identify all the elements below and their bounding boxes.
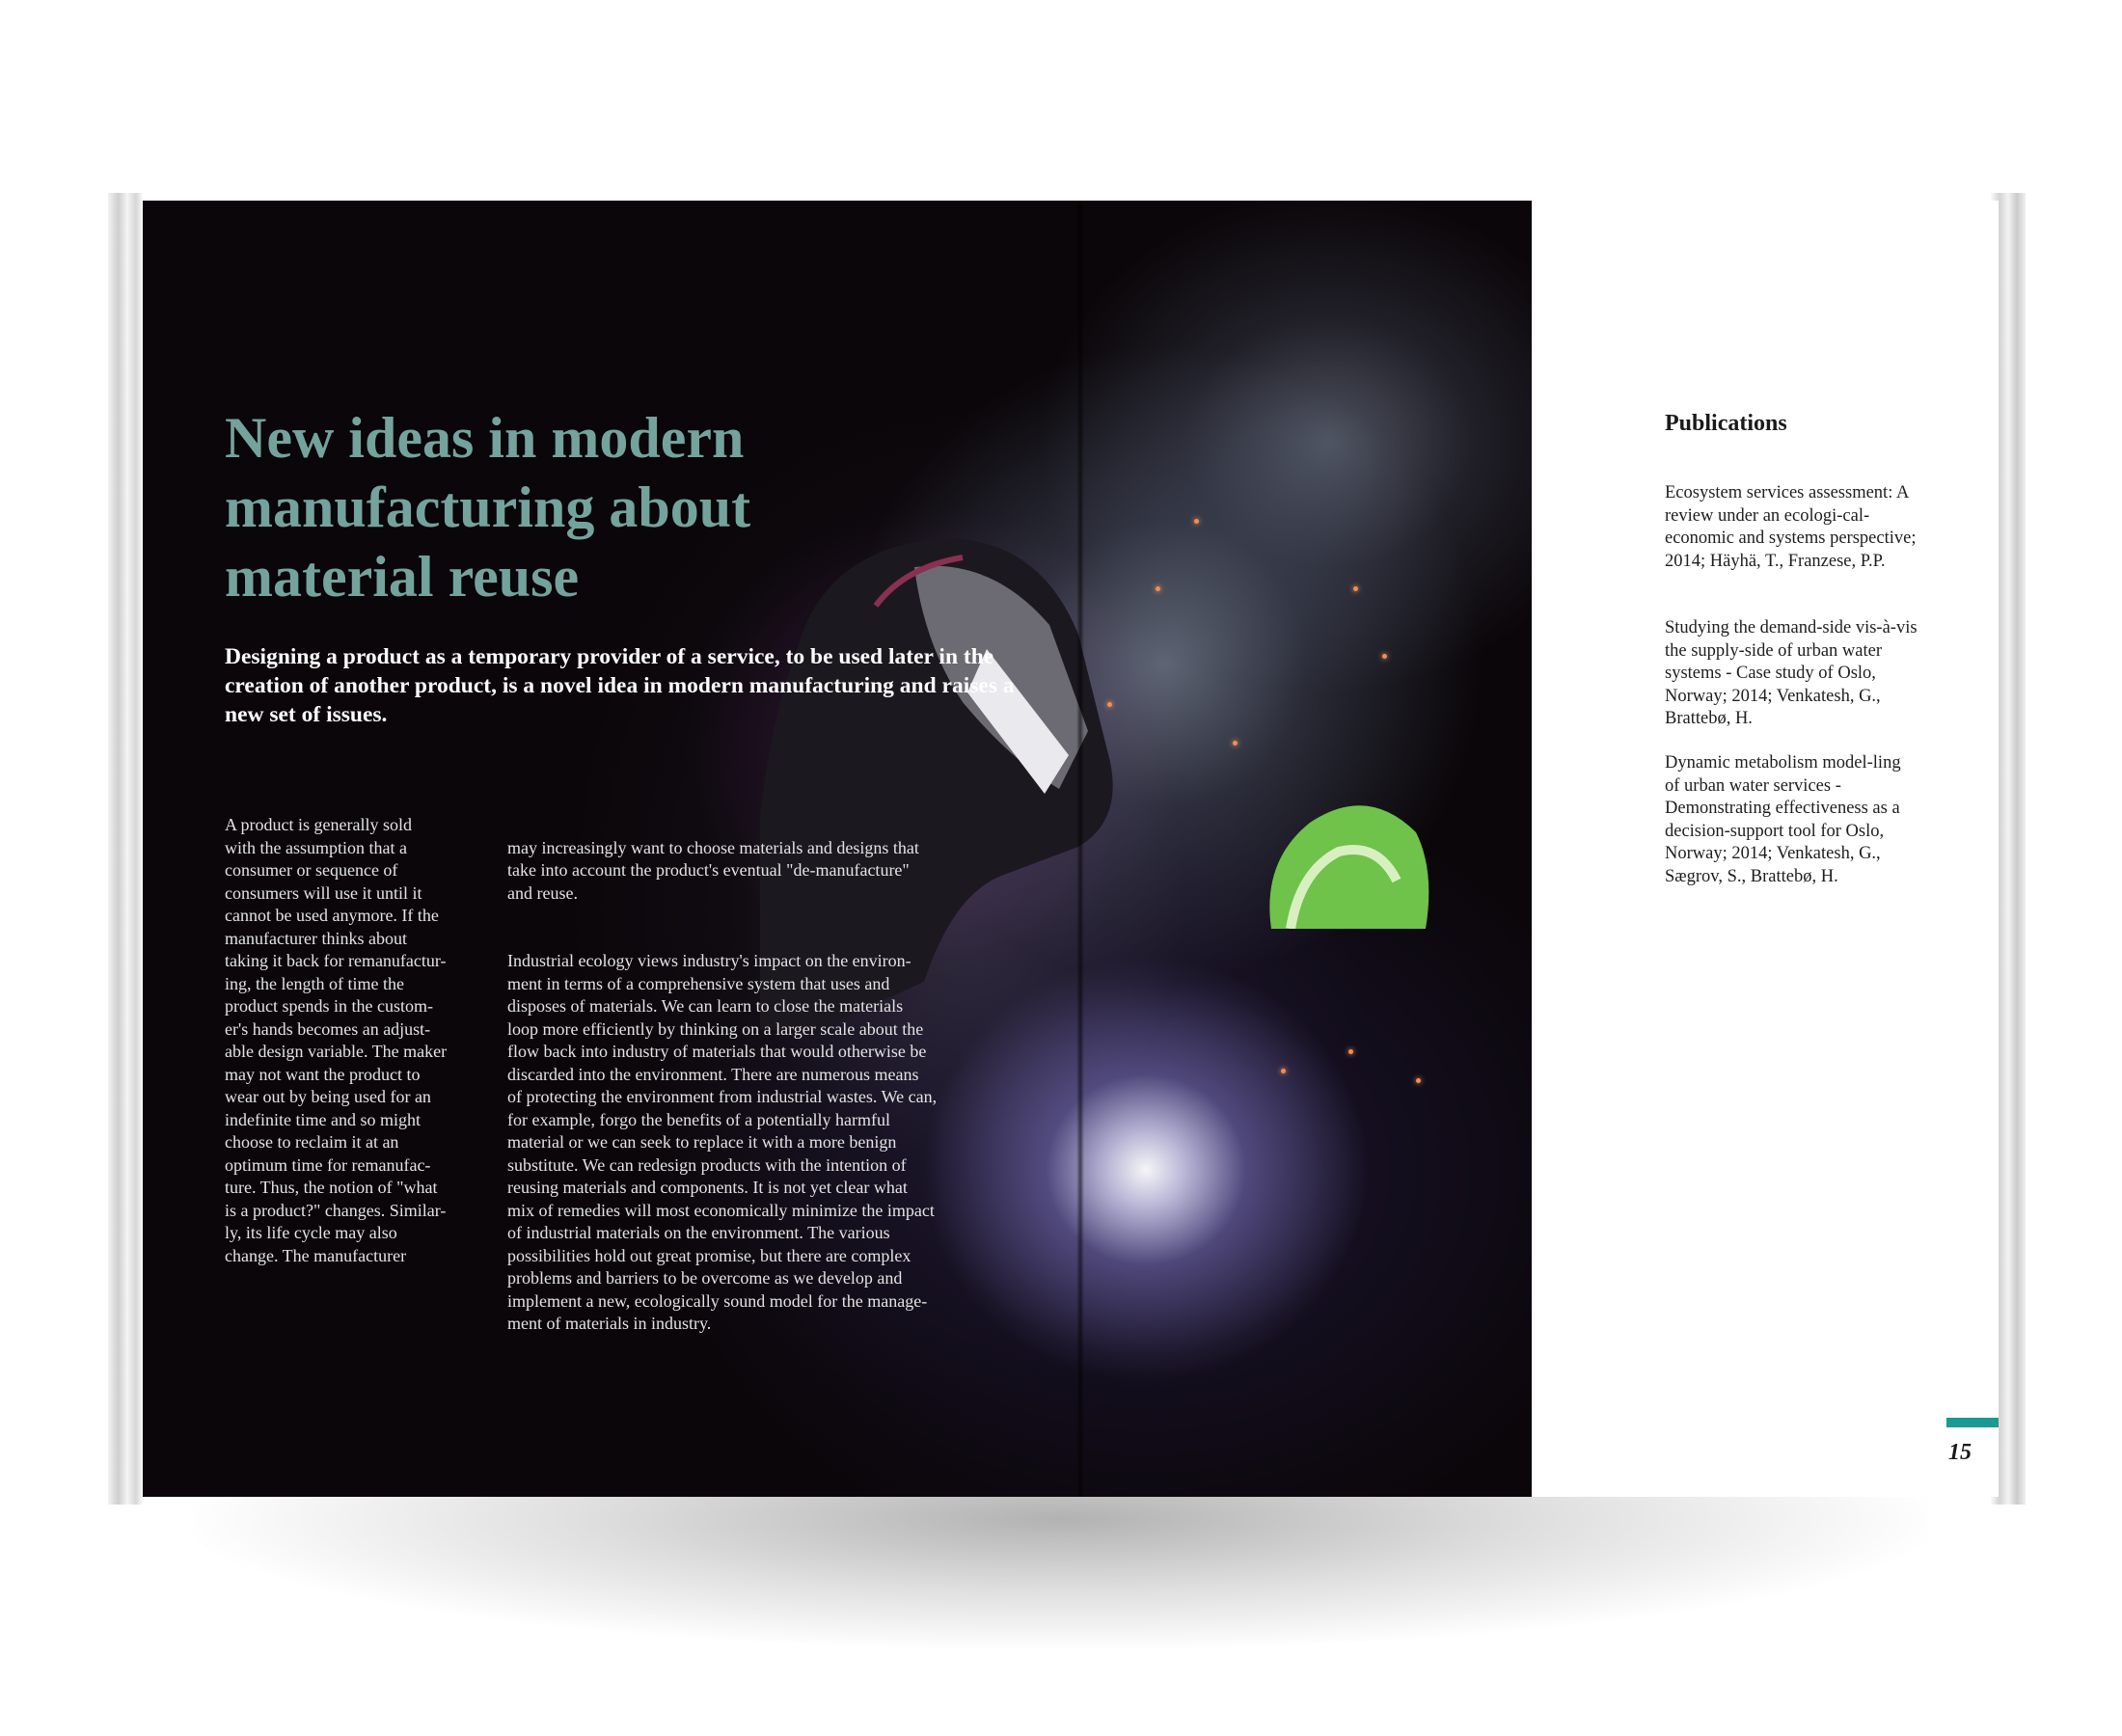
- book-shadow: [193, 1476, 1929, 1649]
- publication-item: Ecosystem services assessment: A review under an ecologi-cal-economic and systems perspective; 2014; Häyhä, T., Franzese, P.P.: [1665, 483, 1917, 571]
- body-paragraph: Industrial ecology views industry's impact on the environ- ment in terms of a comprehensive system that uses and disposes of materials. We can learn to close the materials loop more efficiently by thinking on a larger scale about the flow back into industry of materials that would otherwise be discarded into the environment. There are numerous means of protecting the environment from industrial wastes. We can, for example, forgo the benefits of a potentially harmful material or we can seek to replace it with a more benign substitute. We can redesign products with the intention of reusing materials and components. It is not yet clear what mix of remedies will most economically minimize the impact of industrial materials on the environment. The various possibilities hold out great promise, but there are complex problems and barriers to be overcome as we develop and implement a new, ecologically sound model for the manage- ment of materials in industry.: [507, 951, 938, 1333]
- welder-glove-illustration: [1252, 784, 1435, 929]
- publication-item: Studying the demand-side vis-à-vis the supply-side of urban water systems - Case study of Oslo, Norway; 2014; Venkatesh, G., Brattebø, H.: [1665, 618, 1918, 728]
- spark: [1107, 702, 1112, 707]
- right-page: [1532, 201, 1999, 1497]
- body-column-2: [507, 814, 1019, 1358]
- publications-heading: Publications: [1665, 411, 1787, 436]
- page-number: 15: [1948, 1440, 1972, 1465]
- spark: [1382, 654, 1387, 659]
- spark: [1348, 1049, 1353, 1054]
- spark: [1233, 741, 1238, 746]
- magazine-spread: [143, 201, 1999, 1497]
- spark: [1194, 519, 1199, 524]
- article-lede: Designing a product as a temporary provider of a service, to be used later in the creation of another product, is a novel idea in modern manufacturing and raises a new set of issues.: [225, 644, 1015, 727]
- left-page-edges: [108, 193, 143, 1505]
- article-headline: New ideas in modern manufacturing about material reuse: [225, 406, 751, 609]
- spark: [1416, 1078, 1421, 1083]
- body-column-1: A product is generally sold with the assumption that a consumer or sequence of consumers will use it until it cannot be used anymore. If the manufacturer thinks about taking it back for remanufactur- ing, the length of time the product spends in the custom- er's hands becomes an adjust- able design variable. The maker may not want the product to wear out by being used for an indefinite time and so might choose to reclaim it at an optimum time for remanufac- ture. Thus, the notion of "what is a product?" changes. Similar- ly, its life cycle may also change. The manufacturer: [225, 815, 448, 1265]
- spine-gutter: [1076, 201, 1084, 1497]
- spark: [1156, 586, 1160, 591]
- page-accent-bar: [1946, 1418, 1999, 1427]
- body-paragraph: may increasingly want to choose materials and designs that take into account the product's eventual "de-manufacture" and reuse.: [507, 837, 919, 903]
- spark: [1281, 1069, 1286, 1073]
- spark: [1353, 586, 1358, 591]
- publication-item: Dynamic metabolism model-ling of urban water services - Demonstrating effectiveness as a decision-support tool for Oslo, Norway; 2014; Venkatesh, G., Sægrov, S., Brattebø, H.: [1665, 753, 1901, 886]
